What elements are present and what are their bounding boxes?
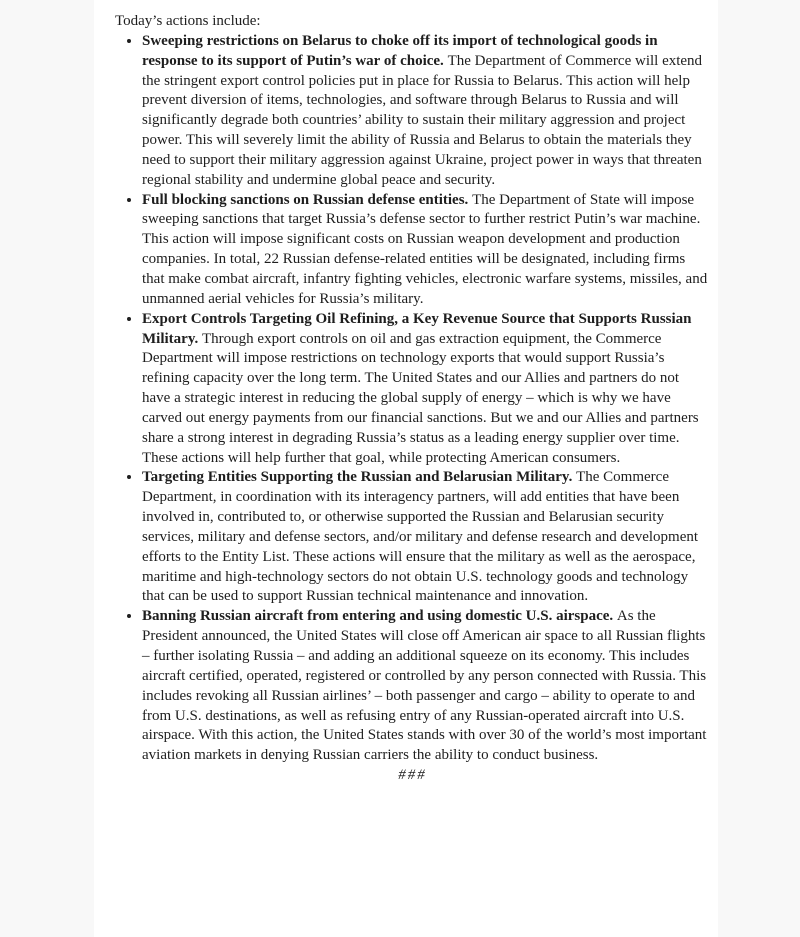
document-page (94, 0, 718, 937)
intro-line: Today’s actions include: (115, 13, 261, 29)
bullet-body: As the President announced, the United States will close off American air space to all Russian flights – further isolating Russia – and adding an additional squeeze on its economy. This includes aircraft certified, operated, registered or controlled by any person connected with Russia. This includes revoking all Russian airlines’ – both passenger and cargo – ability to operate to and from U.S. destinations, as well as refusing entry of any Russian-operated aircraft into U.S. airspace. With this action, the United States stands with over 30 of the world’s most important aviation markets in denying Russian carriers the ability to conduct business. (142, 608, 707, 764)
list-item (142, 607, 710, 766)
bullet-body: The Department of Commerce will extend the stringent export control policies put in place for Russia to Belarus. This action will help prevent diversion of items, technologies, and software through Belarus to Russia and will significantly degrade both countries’ ability to sustain their military aggression and project power. This will severely limit the ability of Russia and Belarus to obtain the materials they need to support their military aggression against Ukraine, project power in ways that threaten regional stability and undermine global peace and security. (142, 52, 703, 188)
bullet-body: Through export controls on oil and gas extraction equipment, the Commerce Department will impose restrictions on technology exports that would support Russia’s refining capacity over the long term. The United States and our Allies and partners do not have a strategic interest in reducing the global supply of energy – which is why we have carved out energy payments from our financial sanctions. But we and our Allies and partners share a strong interest in degrading Russia’s status as a leading energy supplier over time. These actions will help further that goal, while protecting American consumers. (142, 330, 699, 466)
list-item (142, 32, 710, 191)
list-item (142, 191, 710, 310)
bullet-heading: Sweeping restrictions on Belarus to choke off its import of technological goods in response to its support of Putin’s war of choice. (142, 32, 658, 69)
bullet-heading: Full blocking sanctions on Russian defense entities. (142, 191, 469, 208)
bullet-heading: Targeting Entities Supporting the Russian and Belarusian Military. (142, 469, 573, 486)
list-item (142, 310, 710, 469)
bullet-body: The Department of State will impose sweeping sanctions that target Russia’s defense sector to further restrict Putin’s war machine. This action will impose significant costs on Russian weapon development and production companies. In total, 22 Russian defense-related entities will be designated, including firms that make combat aircraft, infantry fighting vehicles, electronic warfare systems, missiles, and unmanned aerial vehicles for Russia’s military. (142, 191, 708, 307)
bullet-body: The Commerce Department, in coordination with its interagency partners, will add entities that have been involved in, contributed to, or otherwise supported the Russian and Belarusian security services, military and defense sectors, and/or military and defense research and development efforts to the Entity List. These actions will ensure that the military as well as the aerospace, maritime and high-technology sectors do not obtain U.S. technology goods and technology that can be used to support Russian technical maintenance and innovation. (142, 469, 699, 605)
bullet-heading: Export Controls Targeting Oil Refining, a Key Revenue Source that Supports Russian Military. (142, 310, 692, 347)
end-mark: ### (398, 767, 427, 784)
actions-list (115, 32, 710, 766)
list-item (142, 468, 710, 607)
bullet-heading: Banning Russian aircraft from entering and using domestic U.S. airspace. (142, 608, 614, 625)
